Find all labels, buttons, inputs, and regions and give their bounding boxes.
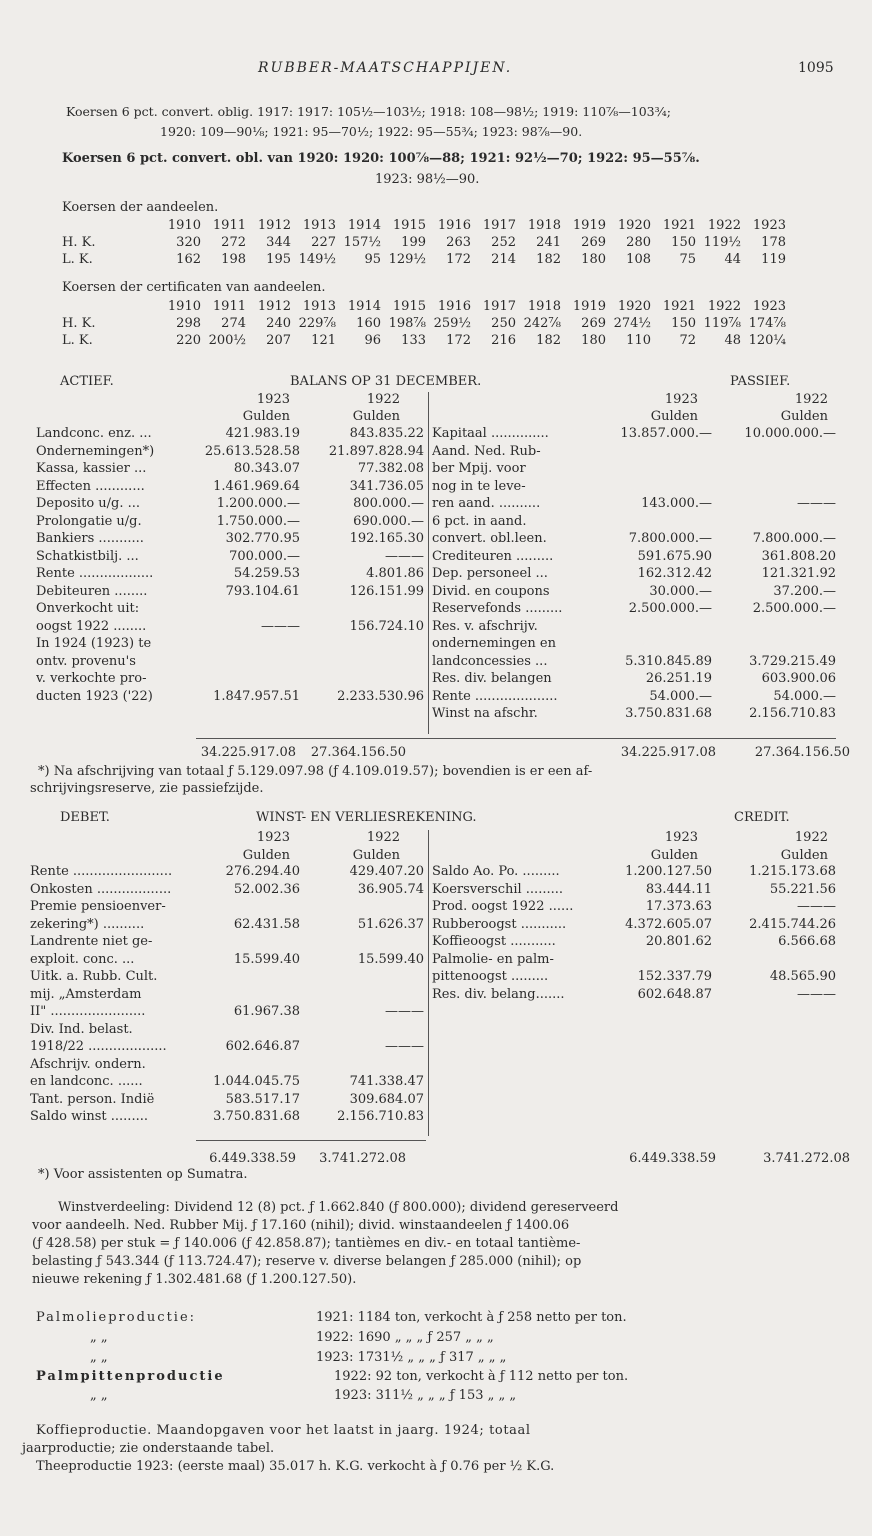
amount-current-year: 2.500.000.— <box>628 601 712 616</box>
year-cell: 1913 <box>302 218 336 233</box>
account-label: oogst 1922 ........ <box>36 618 147 634</box>
amount-current-year: 302.770.95 <box>225 531 300 546</box>
value-cell: 241 <box>536 235 561 250</box>
value-cell: 227 <box>311 235 336 250</box>
account-label: Rubberoogst ........... <box>432 916 567 932</box>
account-label: 6 pct. in aand. <box>432 513 527 529</box>
account-label: Aand. Ned. Rub- <box>432 443 541 459</box>
prod-4-text: 1922: 92 ton, verkocht à ƒ 112 netto per ton. <box>334 1369 629 1384</box>
value-cell: 180 <box>581 333 606 348</box>
amount-previous-year: 741.338.47 <box>349 1074 424 1089</box>
value-cell: 269 <box>581 316 606 331</box>
shares-row-low <box>62 251 786 268</box>
row-label: L. K. <box>62 333 93 348</box>
amount-previous-year: 36.905.74 <box>357 881 424 897</box>
amount-current-year: 1.750.000.— <box>216 513 300 529</box>
year-cell: 1921 <box>662 218 696 233</box>
value-cell: 150 <box>671 235 696 250</box>
amount-current-year: 83.444.11 <box>645 881 712 897</box>
bal-left-cur1: Gulden <box>242 409 290 424</box>
row-label: H. K. <box>62 235 96 250</box>
account-label: Rente ........................ <box>30 864 173 879</box>
account-label: Landrente niet ge- <box>30 934 153 949</box>
account-label: landconcessies ... <box>432 653 548 669</box>
pl-footnote: *) Voor assistenten op Sumatra. <box>38 1167 248 1182</box>
year-cell: 1918 <box>527 218 561 233</box>
account-label: Tant. person. Indië <box>30 1091 155 1107</box>
bal-left-total1: 34.225.917.08 <box>200 745 296 760</box>
value-cell: 272 <box>221 235 246 250</box>
value-cell: 178 <box>761 235 786 250</box>
amount-current-year: 1.461.969.64 <box>213 478 300 494</box>
year-cell: 1915 <box>392 218 426 233</box>
account-label: Saldo Ao. Po. ......... <box>432 864 560 879</box>
conv2-line1: Koersen 6 pct. convert. obl. van 1920: 1920: 100⅞—88; 1921: 92½—70; 1922: 95—55⅞. <box>62 151 700 166</box>
bal-right-year1: 1923 <box>664 392 698 407</box>
conv2-line2: 1923: 98½—90. <box>375 172 480 187</box>
amount-current-year: 152.337.79 <box>637 969 712 984</box>
amount-current-year: 15.599.40 <box>233 951 300 967</box>
amount-previous-year: 2.415.744.26 <box>749 916 836 932</box>
account-label: Res. div. belang....... <box>432 986 565 1002</box>
account-label: Dep. personeel ... <box>432 566 548 581</box>
pl-left-total2: 3.741.272.08 <box>319 1151 406 1166</box>
bal-right-year2: 1922 <box>794 392 828 407</box>
year-cell: 1923 <box>752 218 786 233</box>
bal-right-total2: 27.364.156.50 <box>754 745 850 760</box>
winst-line-3: (ƒ 428.58) per stuk = ƒ 140.006 (ƒ 42.858.87); tantièmes en div.- en totaal tantième- <box>32 1236 581 1251</box>
value-cell: 344 <box>266 235 291 250</box>
amount-current-year: 3.750.831.68 <box>625 706 712 721</box>
account-label: Divid. en coupons <box>432 583 550 599</box>
amount-current-year: 25.613.528.58 <box>204 443 300 459</box>
account-label: Koersverschil ......... <box>432 881 563 897</box>
account-label: Winst na afschr. <box>432 706 538 721</box>
koffie-line-1: Koffieproductie. Maandopgaven voor het laatst in jaarg. 1924; totaal <box>36 1423 531 1438</box>
amount-previous-year: 156.724.10 <box>349 618 424 634</box>
pl-left-title: DEBET. <box>60 810 110 825</box>
value-cell: 48 <box>724 333 741 348</box>
balance-left-title: ACTIEF. <box>60 374 114 389</box>
account-label: Kassa, kassier ... <box>36 461 147 476</box>
value-cell: 172 <box>446 333 471 348</box>
pl-left-cur2: Gulden <box>352 848 400 863</box>
amount-previous-year: 2.156.710.83 <box>337 1109 424 1124</box>
value-cell: 240 <box>266 316 291 331</box>
value-cell: 180 <box>581 252 606 267</box>
pl-left-year2: 1922 <box>366 830 400 845</box>
year-cell: 1921 <box>662 299 696 314</box>
year-cell: 1916 <box>437 218 471 233</box>
amount-previous-year: 15.599.40 <box>357 951 424 967</box>
account-label: Reservefonds ......... <box>432 601 563 616</box>
value-cell: 157½ <box>343 235 381 250</box>
amount-previous-year: 341.736.05 <box>349 478 424 494</box>
amount-previous-year: 361.808.20 <box>761 548 836 564</box>
amount-previous-year: 126.151.99 <box>349 583 424 599</box>
amount-previous-year: 800.000.— <box>353 496 424 511</box>
amount-current-year: 276.294.40 <box>225 864 300 879</box>
prod-4-label: Palmpittenproductie <box>36 1369 225 1384</box>
pl-left-year1: 1923 <box>256 830 290 845</box>
pl-total-rule-left <box>196 1140 426 1141</box>
amount-current-year: 30.000.— <box>649 583 712 599</box>
value-cell: 149½ <box>298 252 336 267</box>
amount-previous-year: 37.200.— <box>773 583 836 599</box>
account-label: Koffieoogst ........... <box>432 934 556 949</box>
account-label: exploit. conc. ... <box>30 951 135 967</box>
amount-current-year: ——— <box>261 618 300 634</box>
value-cell: 174⅞ <box>748 316 786 331</box>
pl-right-total2: 3.741.272.08 <box>763 1151 850 1166</box>
amount-current-year: 17.373.63 <box>645 899 712 914</box>
amount-current-year: 1.200.127.50 <box>625 864 712 879</box>
value-cell: 207 <box>266 333 291 348</box>
balance-right-title: PASSIEF. <box>730 374 791 389</box>
amount-current-year: 1.044.045.75 <box>213 1074 300 1089</box>
year-cell: 1919 <box>572 218 606 233</box>
account-label: II" ....................... <box>30 1004 146 1019</box>
amount-previous-year: ——— <box>797 899 836 914</box>
certificates-table <box>62 298 786 349</box>
pl-right-year1: 1923 <box>664 830 698 845</box>
account-label: Effecten ............ <box>36 478 145 494</box>
prod-5-text: 1923: 311½ „ „ „ ƒ 153 „ „ „ <box>334 1388 517 1403</box>
account-label: Palmolie- en palm- <box>432 951 554 967</box>
value-cell: 44 <box>724 252 741 267</box>
winst-line-5: nieuwe rekening ƒ 1.302.481.68 (ƒ 1.200.127.50). <box>32 1272 357 1287</box>
value-cell: 242⅞ <box>523 316 561 331</box>
amount-current-year: 3.750.831.68 <box>213 1109 300 1124</box>
row-label: H. K. <box>62 316 96 331</box>
value-cell: 110 <box>626 333 651 348</box>
amount-current-year: 591.675.90 <box>637 548 712 564</box>
prod-2-label: „ „ <box>90 1330 108 1345</box>
value-cell: 96 <box>364 333 381 348</box>
account-label: nog in te leve- <box>432 478 526 494</box>
account-label: zekering*) .......... <box>30 916 145 932</box>
bal-left-total2: 27.364.156.50 <box>310 745 406 760</box>
amount-current-year: 5.310.845.89 <box>625 653 712 669</box>
amount-previous-year: 4.801.86 <box>366 566 424 581</box>
account-label: convert. obl.leen. <box>432 531 547 546</box>
value-cell: 182 <box>536 252 561 267</box>
pl-left-total1: 6.449.338.59 <box>209 1151 296 1166</box>
account-label: pittenoogst ......... <box>432 969 549 984</box>
pl-title: WINST- EN VERLIESREKENING. <box>256 810 477 825</box>
account-label: Saldo winst ......... <box>30 1109 148 1124</box>
winst-line-2: voor aandeelh. Ned. Rubber Mij. ƒ 17.160 (nihil); divid. winstaandeelen ƒ 1400.06 <box>32 1218 570 1233</box>
value-cell: 150 <box>671 316 696 331</box>
account-label: en landconc. ...... <box>30 1074 143 1089</box>
value-cell: 121 <box>311 333 336 348</box>
account-label: Schatkistbilj. ... <box>36 548 139 564</box>
amount-previous-year: 1.215.173.68 <box>749 864 836 879</box>
prod-5-label: „ „ <box>90 1388 108 1403</box>
account-label: Deposito u/g. ... <box>36 496 141 511</box>
amount-current-year: 80.343.07 <box>233 461 300 476</box>
pl-right-total1: 6.449.338.59 <box>629 1151 716 1166</box>
prod-3-text: 1923: 1731½ „ „ „ ƒ 317 „ „ „ <box>316 1350 507 1365</box>
account-label: Debiteuren ........ <box>36 583 148 599</box>
amount-current-year: 26.251.19 <box>645 671 712 686</box>
value-cell: 119½ <box>703 235 741 250</box>
amount-previous-year: 10.000.000.— <box>744 426 836 441</box>
year-cell: 1911 <box>212 218 246 233</box>
value-cell: 75 <box>679 252 696 267</box>
value-cell: 214 <box>491 252 516 267</box>
value-cell: 119 <box>761 252 786 267</box>
account-label: 1918/22 ................... <box>30 1039 167 1054</box>
amount-previous-year: 843.835.22 <box>349 426 424 441</box>
year-cell: 1919 <box>572 299 606 314</box>
account-label: Prolongatie u/g. <box>36 513 142 529</box>
amount-current-year: 61.967.38 <box>233 1004 300 1019</box>
value-cell: 95 <box>364 252 381 267</box>
balance-footnote-1: *) Na afschrijving van totaal ƒ 5.129.097.98 (ƒ 4.109.019.57); bovendien is er een af- <box>38 764 593 779</box>
value-cell: 120¼ <box>748 333 786 348</box>
amount-previous-year: 309.684.07 <box>349 1091 424 1107</box>
account-label: Crediteuren ......... <box>432 548 554 564</box>
bal-right-total1: 34.225.917.08 <box>620 745 716 760</box>
amount-previous-year: 2.500.000.— <box>752 601 836 616</box>
value-cell: 263 <box>446 235 471 250</box>
balance-total-rule <box>196 738 836 739</box>
amount-current-year: 54.259.53 <box>233 566 300 581</box>
value-cell: 216 <box>491 333 516 348</box>
year-cell: 1918 <box>527 299 561 314</box>
account-label: ontv. provenu's <box>36 653 136 669</box>
value-cell: 162 <box>176 252 201 267</box>
value-cell: 72 <box>679 333 696 348</box>
account-label: Ondernemingen*) <box>36 443 155 459</box>
shares-table <box>62 217 786 268</box>
amount-current-year: 13.857.000.— <box>620 426 712 441</box>
pl-left-cur1: Gulden <box>242 848 290 863</box>
amount-previous-year: 6.566.68 <box>778 934 836 949</box>
year-cell: 1912 <box>257 299 291 314</box>
amount-current-year: 20.801.62 <box>645 934 712 949</box>
pl-right-cur2: Gulden <box>780 848 828 863</box>
account-label: Premie pensioenver- <box>30 899 166 914</box>
prod-1-label: Palmolieproductie: <box>36 1310 197 1325</box>
koffie-line-2: jaarproductie; zie onderstaande tabel. <box>22 1441 275 1456</box>
amount-current-year: 1.847.957.51 <box>213 688 300 704</box>
winst-line-1: Winstverdeeling: Dividend 12 (8) pct. ƒ 1.662.840 (ƒ 800.000); dividend gereserveerd <box>58 1200 619 1215</box>
amount-current-year: 1.200.000.— <box>216 496 300 511</box>
account-label: Onkosten .................. <box>30 881 172 897</box>
row-label: L. K. <box>62 252 93 267</box>
pl-right-cur1: Gulden <box>650 848 698 863</box>
conv1-line2: 1920: 109—90⅛; 1921: 95—70½; 1922: 95—55¾; 1923: 98⅞—90. <box>160 124 583 139</box>
year-cell: 1917 <box>482 299 516 314</box>
amount-previous-year: 54.000.— <box>773 688 836 704</box>
amount-current-year: 602.648.87 <box>637 986 712 1002</box>
amount-current-year: 583.517.17 <box>225 1091 300 1107</box>
bal-right-cur2: Gulden <box>780 409 828 424</box>
value-cell: 182 <box>536 333 561 348</box>
balance-footnote-2: schrijvingsreserve, zie passiefzijde. <box>30 781 264 796</box>
balance-title: BALANS OP 31 DECEMBER. <box>290 374 482 389</box>
amount-previous-year: 192.165.30 <box>349 531 424 546</box>
amount-previous-year: 55.221.56 <box>769 881 836 897</box>
amount-current-year: 162.312.42 <box>637 566 712 581</box>
value-cell: 199 <box>401 235 426 250</box>
value-cell: 298 <box>176 316 201 331</box>
amount-current-year: 700.000.— <box>229 548 300 564</box>
amount-previous-year: 21.897.828.94 <box>328 443 424 459</box>
value-cell: 320 <box>176 235 201 250</box>
page-title: RUBBER-MAATSCHAPPIJEN. <box>258 60 513 76</box>
shares-years-row <box>62 217 786 234</box>
value-cell: 250 <box>491 316 516 331</box>
account-label: Kapitaal .............. <box>432 426 549 441</box>
value-cell: 280 <box>626 235 651 250</box>
winst-line-4: belasting ƒ 543.344 (ƒ 113.724.47); reserve v. diverse belangen ƒ 285.000 (nihil); op <box>32 1254 582 1269</box>
account-label: Res. v. afschrijv. <box>432 618 538 634</box>
shares-title: Koersen der aandeelen. <box>62 200 219 215</box>
cert-years-row <box>62 298 786 315</box>
amount-previous-year: 2.233.530.96 <box>337 688 424 704</box>
prod-3-label: „ „ <box>90 1350 108 1365</box>
value-cell: 108 <box>626 252 651 267</box>
amount-previous-year: ——— <box>797 496 836 511</box>
amount-previous-year: 48.565.90 <box>769 969 836 984</box>
shares-row-high <box>62 234 786 251</box>
value-cell: 200½ <box>208 333 246 348</box>
value-cell: 119⅞ <box>703 316 741 331</box>
account-label: Div. Ind. belast. <box>30 1021 133 1037</box>
year-cell: 1914 <box>347 299 381 314</box>
value-cell: 220 <box>176 333 201 348</box>
value-cell: 133 <box>401 333 426 348</box>
page-number: 1095 <box>798 60 834 76</box>
amount-current-year: 52.002.36 <box>233 881 300 897</box>
year-cell: 1912 <box>257 218 291 233</box>
koffie-line-3: Theeproductie 1923: (eerste maal) 35.017 h. K.G. verkocht à ƒ 0.76 per ½ K.G. <box>36 1459 555 1474</box>
account-label: Onverkocht uit: <box>36 601 140 616</box>
amount-current-year: 421.983.19 <box>225 426 300 441</box>
amount-current-year: 4.372.605.07 <box>625 916 712 932</box>
account-label: In 1924 (1923) te <box>36 636 152 651</box>
amount-current-year: 54.000.— <box>649 688 712 704</box>
account-label: Rente .................... <box>432 688 558 704</box>
value-cell: 274 <box>221 316 246 331</box>
prod-2-text: 1922: 1690 „ „ „ ƒ 257 „ „ „ <box>316 1330 494 1345</box>
year-cell: 1920 <box>617 299 651 314</box>
account-label: Res. div. belangen <box>432 671 552 686</box>
certificates-title: Koersen der certificaten van aandeelen. <box>62 280 326 295</box>
amount-previous-year: 690.000.— <box>353 513 424 529</box>
year-cell: 1914 <box>347 218 381 233</box>
value-cell: 269 <box>581 235 606 250</box>
amount-previous-year: 429.407.20 <box>349 864 424 879</box>
value-cell: 129½ <box>388 252 426 267</box>
amount-previous-year: 603.900.06 <box>761 671 836 686</box>
value-cell: 259½ <box>433 316 471 331</box>
amount-previous-year: 7.800.000.— <box>752 531 836 546</box>
amount-previous-year: 2.156.710.83 <box>749 706 836 721</box>
pl-right-title: CREDIT. <box>734 810 790 825</box>
amount-current-year: 62.431.58 <box>233 916 300 932</box>
balance-divider <box>428 392 429 734</box>
pl-divider <box>428 830 429 1136</box>
account-label: mij. „Amsterdam <box>30 986 142 1002</box>
year-cell: 1910 <box>167 218 201 233</box>
account-label: Afschrijv. ondern. <box>30 1056 146 1072</box>
amount-previous-year: 51.626.37 <box>357 916 424 932</box>
amount-previous-year: ——— <box>385 1039 424 1054</box>
bal-left-year1: 1923 <box>256 392 290 407</box>
amount-previous-year: ——— <box>385 548 424 564</box>
account-label: ber Mpij. voor <box>432 461 526 476</box>
account-label: Prod. oogst 1922 ...... <box>432 899 574 914</box>
year-cell: 1922 <box>707 218 741 233</box>
bal-right-cur1: Gulden <box>650 409 698 424</box>
year-cell: 1915 <box>392 299 426 314</box>
account-label: Landconc. enz. ... <box>36 426 152 441</box>
account-label: v. verkochte pro- <box>36 671 147 686</box>
year-cell: 1916 <box>437 299 471 314</box>
pl-right-year2: 1922 <box>794 830 828 845</box>
account-label: ren aand. .......... <box>432 496 541 511</box>
value-cell: 252 <box>491 235 516 250</box>
account-label: ducten 1923 ('22) <box>36 688 153 704</box>
amount-current-year: 793.104.61 <box>225 583 300 599</box>
amount-previous-year: 77.382.08 <box>357 461 424 476</box>
conv1-line1: Koersen 6 pct. convert. oblig. 1917: 1917: 105½—103½; 1918: 108—98½; 1919: 110⅞—103¾; <box>66 104 671 119</box>
year-cell: 1917 <box>482 218 516 233</box>
year-cell: 1922 <box>707 299 741 314</box>
year-cell: 1910 <box>167 299 201 314</box>
value-cell: 160 <box>356 316 381 331</box>
account-label: Bankiers ........... <box>36 531 144 546</box>
amount-previous-year: ——— <box>385 1004 424 1019</box>
year-cell: 1911 <box>212 299 246 314</box>
bal-left-year2: 1922 <box>366 392 400 407</box>
year-cell: 1923 <box>752 299 786 314</box>
value-cell: 195 <box>266 252 291 267</box>
prod-1-text: 1921: 1184 ton, verkocht à ƒ 258 netto per ton. <box>316 1310 627 1325</box>
value-cell: 274½ <box>613 316 651 331</box>
amount-previous-year: ——— <box>797 986 836 1002</box>
year-cell: 1913 <box>302 299 336 314</box>
bal-left-cur2: Gulden <box>352 409 400 424</box>
amount-current-year: 602.646.87 <box>225 1039 300 1054</box>
amount-current-year: 143.000.— <box>641 496 712 511</box>
cert-row-low <box>62 332 786 349</box>
account-label: Rente .................. <box>36 566 154 581</box>
amount-previous-year: 121.321.92 <box>761 566 836 581</box>
amount-previous-year: 3.729.215.49 <box>749 653 836 669</box>
value-cell: 172 <box>446 252 471 267</box>
value-cell: 198 <box>221 252 246 267</box>
account-label: Uitk. a. Rubb. Cult. <box>30 969 158 984</box>
value-cell: 198⅞ <box>388 316 426 331</box>
value-cell: 229⅞ <box>298 316 336 331</box>
cert-row-high <box>62 315 786 332</box>
year-cell: 1920 <box>617 218 651 233</box>
account-label: ondernemingen en <box>432 636 556 651</box>
amount-current-year: 7.800.000.— <box>628 531 712 546</box>
